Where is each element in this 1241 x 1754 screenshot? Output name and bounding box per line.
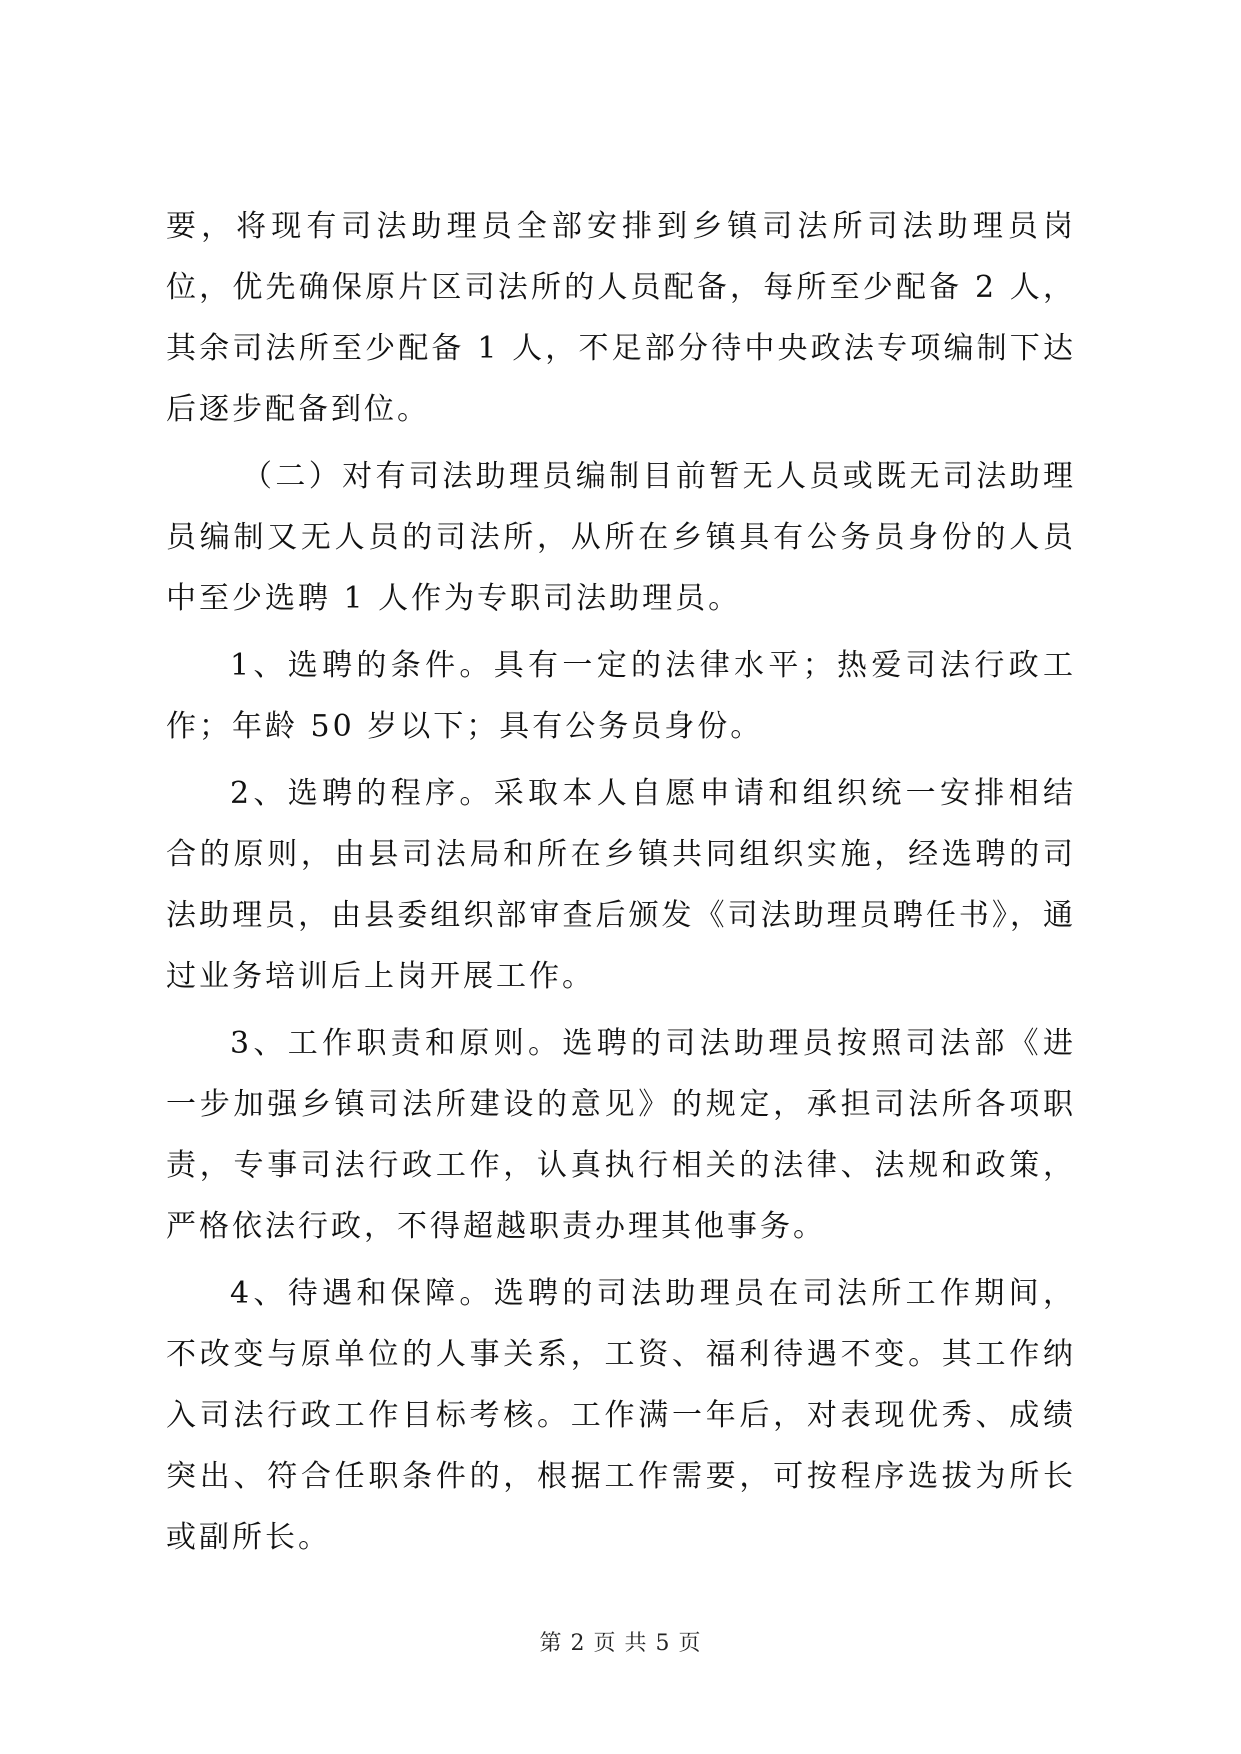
paragraph-continuation: 要，将现有司法助理员全部安排到乡镇司法所司法助理员岗位，优先确保原片区司法所的人员配备，每所至少配备 2 人，其余司法所至少配备 1 人，不足部分待中央政法专项编制下达后逐步配备到位。 bbox=[166, 209, 1076, 427]
paragraph-benefits-guarantee: 4、待遇和保障。选聘的司法助理员在司法所工作期间，不改变与原单位的人事关系，工资、福利待遇不变。其工作纳入司法行政工作目标考核。工作满一年后，对表现优秀、成绩突出、符合任职条件的，根据工作需要，可按程序选拔为所长或副所长。 bbox=[166, 1276, 1076, 1555]
paragraph-section-two: （二）对有司法助理员编制目前暂无人员或既无司法助理员编制又无人员的司法所，从所在乡镇具有公务员身份的人员中至少选聘 1 人作为专职司法助理员。 bbox=[166, 459, 1076, 616]
page-footer: 第 2 页 共 5 页 bbox=[539, 1631, 702, 1656]
paragraph-selection-conditions: 1、选聘的条件。具有一定的法律水平；热爱司法行政工作；年龄 50 岁以下；具有公务员身份。 bbox=[166, 648, 1076, 744]
document-body bbox=[166, 196, 1076, 1574]
paragraph-duties-principles: 3、工作职责和原则。选聘的司法助理员按照司法部《进一步加强乡镇司法所建设的意见》的规定，承担司法所各项职责，专事司法行政工作，认真执行相关的法律、法规和政策，严格依法行政，不得超越职责办理其他事务。 bbox=[166, 1026, 1076, 1244]
paragraph-selection-procedure: 2、选聘的程序。采取本人自愿申请和组织统一安排相结合的原则，由县司法局和所在乡镇共同组织实施，经选聘的司法助理员，由县委组织部审查后颁发《司法助理员聘任书》，通过业务培训后上岗开展工作。 bbox=[166, 776, 1076, 994]
